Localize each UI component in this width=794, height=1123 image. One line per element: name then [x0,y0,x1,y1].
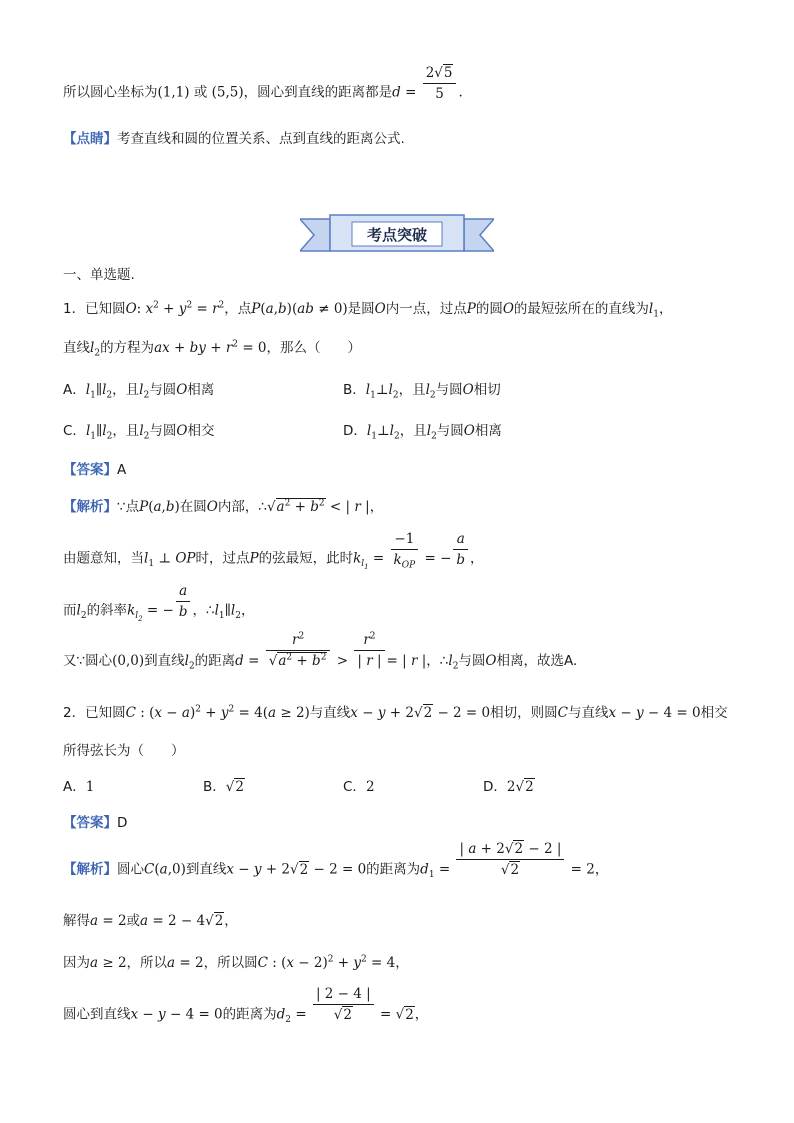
text: ，圆心到直线的距离都是 [243,84,393,101]
q1-analysis-4: 又∵圆心(0,0)到直线$l_2$的距离d = $\frac{r^2}{√a^2 + b^2}$ > $\frac{r^2}{| r |}$ = | r |，$\therefore l_2$与圆O相离，故选A. [63,631,578,672]
text: 所以圆心坐标为 [63,84,158,101]
banner-title: 考点突破 [366,226,428,244]
q1-analysis-2: 由题意知，当$l_1$ ⊥ OP时，过点P的弦最短，此时$k_{l_1}$ = $\frac{-1}{k_{OP}}$ = − $\frac{a}{b}$ ， [63,531,484,571]
q2-number: 2． [63,705,86,721]
q1-option-c[interactable]: C．$l_1\parallel l_2$，且$l_2$与圆O相交 [63,423,215,442]
q2-answer: 【答案】D [63,815,128,831]
q2-analysis-1: 【解析】圆心C(a,0)到直线x − y + 2√2 − 2 = 0的距离为$d_1$ = $\frac{| a + 2√2 - 2 |}{√2}$ = 2， [63,841,609,881]
q2-option-a[interactable]: A．1 [63,779,95,795]
q2-line-2: 所得弦长为（ ） [63,743,185,759]
q1-answer: 【答案】A [63,462,127,478]
q1-option-b[interactable]: B．$l_1\perp l_2$，且$l_2$与圆O相切 [343,382,501,401]
q1-analysis-1: 【解析】∵点P(a,b)在圆O内部，$\therefore√a^2 + b^2$ < | r |， [63,498,384,515]
q2-option-d[interactable]: D．2√2 [483,779,534,795]
q1-option-d[interactable]: D．$l_1\perp l_2$，且$l_2$与圆O相离 [343,423,502,442]
text: 或 [193,84,208,101]
dianjing-text: 考查直线和圆的位置关系、点到直线的距离公式. [117,131,405,147]
top-line-1: 所以圆心坐标为(1,1) 或 (5,5)，圆心到直线的距离都是d = $\frac{2√5}{5}$ . [63,65,463,102]
section-title: 一、单选题. [63,267,135,283]
q2-option-b[interactable]: B．√2 [203,779,244,795]
q1-analysis-3: 而$l_2$的斜率$k_{l_2}$ = − $\frac{a}{b}$ ，$\therefore l_1\parallel l_2$， [63,583,255,623]
q2-option-c[interactable]: C．2 [343,779,375,795]
q1-number: 1． [63,301,86,317]
q1-line-1: 1．已知圆O: $x^2 + y^2 = r^2$，点P(a,b)(ab ≠ 0)是圆O内一点，过点P的圆O的最短弦所在的直线为$l_1$， [63,300,673,320]
dianjing-label: 【点睛】 [63,131,117,147]
q1-option-a[interactable]: A．$l_1\parallel l_2$，且$l_2$与圆O相离 [63,382,215,401]
q2-analysis-4: 圆心到直线x − y − 4 = 0的距离为$d_2$ = $\frac{| 2 - 4 |}{√2}$ = √2， [63,986,429,1026]
q2-analysis-2: 解得a = 2或a = 2 − 4√2， [63,913,238,929]
q2-analysis-3: 因为a ≥ 2，所以a = 2，所以圆C : $(x - 2)^2 + y^2 = 4$， [63,954,409,971]
section-banner [300,213,494,259]
dianjing-line [63,130,405,148]
q1-line-2: 直线$l_2$的方程为ax + by + $r^2 = 0$，那么（ ） [63,339,362,359]
q2-line-1: 2．已知圆C : $(x - a)^2 + y^2 = 4(a \ge 2)$与直线x − y + 2√2 − 2 = 0相切，则圆C与直线x − y − 4 = 0相交 [63,704,728,721]
